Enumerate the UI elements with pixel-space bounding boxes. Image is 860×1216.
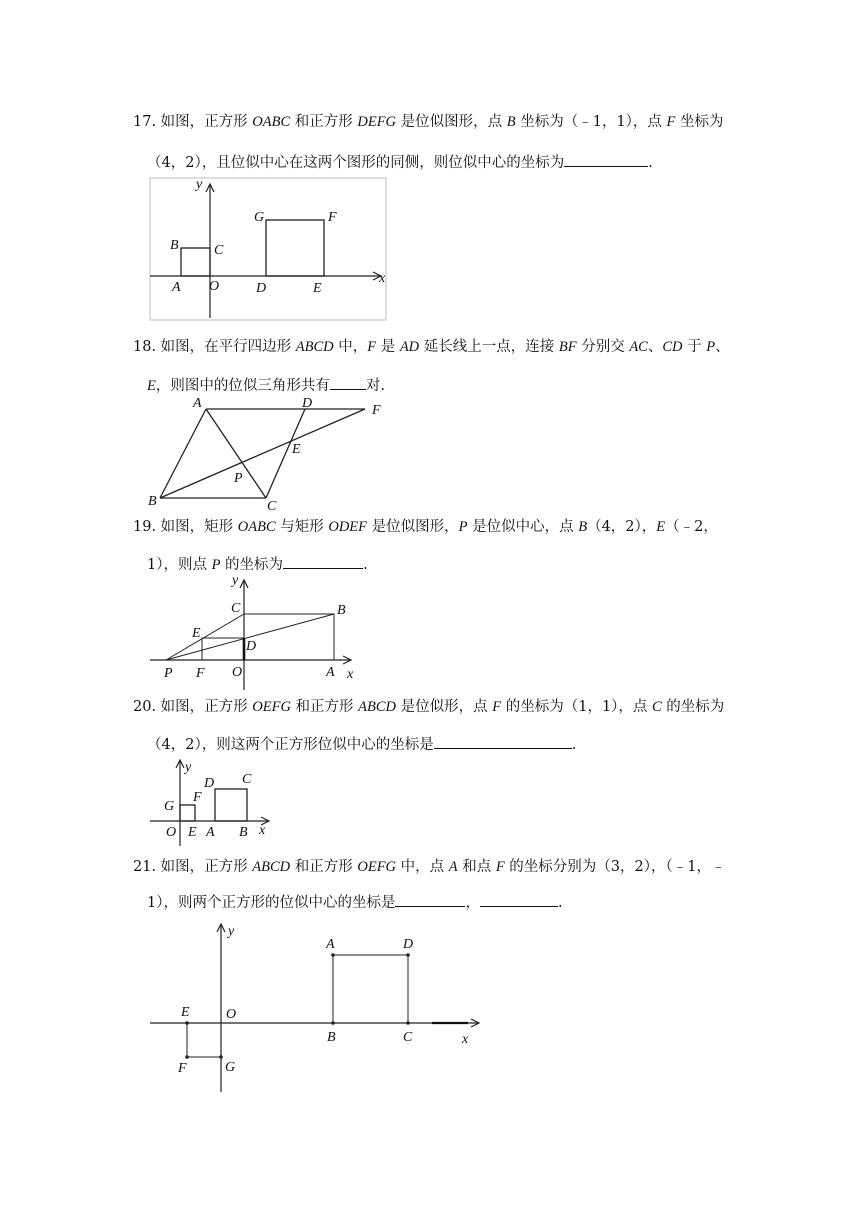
question-18-line-2: E，则图中的位似三角形共有 对. bbox=[147, 373, 385, 396]
label-A: A bbox=[193, 396, 202, 411]
label-E: E bbox=[292, 442, 301, 457]
question-21-line-2: 1），则两个正方形的位似中心的坐标是 ， . bbox=[147, 890, 563, 913]
label-E: E bbox=[181, 1005, 190, 1020]
label-G: G bbox=[254, 210, 265, 225]
question-number: 21. bbox=[133, 859, 157, 875]
label-P: P bbox=[164, 666, 173, 681]
label-B: B bbox=[327, 1030, 336, 1045]
label-C: C bbox=[267, 499, 277, 514]
label-D: D bbox=[204, 776, 215, 791]
label-G: G bbox=[225, 1060, 236, 1075]
label-x: x bbox=[379, 271, 386, 286]
label-B: B bbox=[337, 603, 346, 618]
label-F: F bbox=[196, 666, 205, 681]
label-y: y bbox=[185, 760, 192, 775]
label-F: F bbox=[193, 790, 202, 805]
label-A: A bbox=[172, 280, 181, 295]
label-x: x bbox=[462, 1032, 469, 1047]
question-20-line-2: （4，2），则这两个正方形位似中心的坐标是 . bbox=[147, 732, 576, 755]
point-E bbox=[185, 1021, 189, 1025]
question-21-line-1: 21. 如图，正方形 ABCD 和正方形 OEFG 中，点 A 和点 F 的坐标分别为（3，2），（﹣1，﹣ bbox=[133, 859, 726, 875]
label-O: O bbox=[209, 279, 220, 294]
label-C: C bbox=[231, 601, 241, 616]
label-D: D bbox=[256, 281, 267, 296]
vertex-points bbox=[185, 953, 410, 1059]
label-C: C bbox=[403, 1030, 413, 1045]
point-C bbox=[406, 1021, 410, 1025]
label-D: D bbox=[246, 639, 257, 654]
label-C: C bbox=[214, 243, 224, 258]
label-F: F bbox=[328, 210, 337, 225]
question-19-line-2: 1），则点 P 的坐标为 . bbox=[147, 552, 368, 575]
label-B: B bbox=[239, 825, 248, 840]
label-O: O bbox=[226, 1007, 237, 1022]
label-G: G bbox=[164, 799, 175, 814]
label-B: B bbox=[170, 238, 179, 253]
label-B: B bbox=[148, 494, 157, 509]
question-17-line-2: （4，2），且位似中心在这两个图形的同侧，则位似中心的坐标为 . bbox=[147, 150, 653, 173]
label-A: A bbox=[326, 665, 335, 680]
point-B bbox=[331, 1021, 335, 1025]
label-O: O bbox=[166, 825, 177, 840]
label-E: E bbox=[192, 626, 201, 641]
label-C: C bbox=[242, 772, 252, 787]
label-x: x bbox=[347, 667, 354, 682]
point-F bbox=[185, 1055, 189, 1059]
question-19-line-1: 19. 如图，矩形 OABC 与矩形 ODEF 是位似图形，P 是位似中心，点 B（4，2），E（﹣2， bbox=[133, 519, 718, 535]
label-y: y bbox=[228, 924, 235, 939]
square-OEFG bbox=[187, 1023, 221, 1057]
question-17-line-1: 17. 如图，正方形 OABC 和正方形 DEFG 是位似图形，点 B 坐标为（﹣1，1），点 F 坐标为 bbox=[133, 114, 724, 130]
question-20-line-1: 20. 如图，正方形 OEFG 和正方形 ABCD 是位似形，点 F 的坐标为（1，1），点 C 的坐标为 bbox=[133, 699, 725, 715]
label-D: D bbox=[403, 937, 414, 952]
label-A: A bbox=[206, 825, 215, 840]
label-E: E bbox=[188, 825, 197, 840]
square-ABCD bbox=[333, 955, 408, 1023]
question-number: 19. bbox=[133, 519, 157, 535]
label-D: D bbox=[302, 396, 313, 411]
label-E: E bbox=[313, 281, 322, 296]
question-number: 18. bbox=[133, 339, 157, 355]
question-number: 20. bbox=[133, 699, 157, 715]
question-number: 17. bbox=[133, 114, 157, 130]
point-A bbox=[331, 953, 335, 957]
point-D bbox=[406, 953, 410, 957]
label-F: F bbox=[372, 403, 381, 418]
label-P: P bbox=[234, 471, 243, 486]
label-O: O bbox=[232, 665, 243, 680]
point-G bbox=[219, 1055, 223, 1059]
question-18-line-1: 18. 如图，在平行四边形 ABCD 中，F 是 AD 延长线上一点，连接 BF 分别交 AC、CD 于 P、 bbox=[133, 339, 730, 355]
label-y: y bbox=[196, 177, 203, 192]
label-F: F bbox=[178, 1061, 187, 1076]
label-y: y bbox=[232, 573, 239, 588]
label-A: A bbox=[326, 937, 335, 952]
label-x: x bbox=[259, 823, 266, 838]
